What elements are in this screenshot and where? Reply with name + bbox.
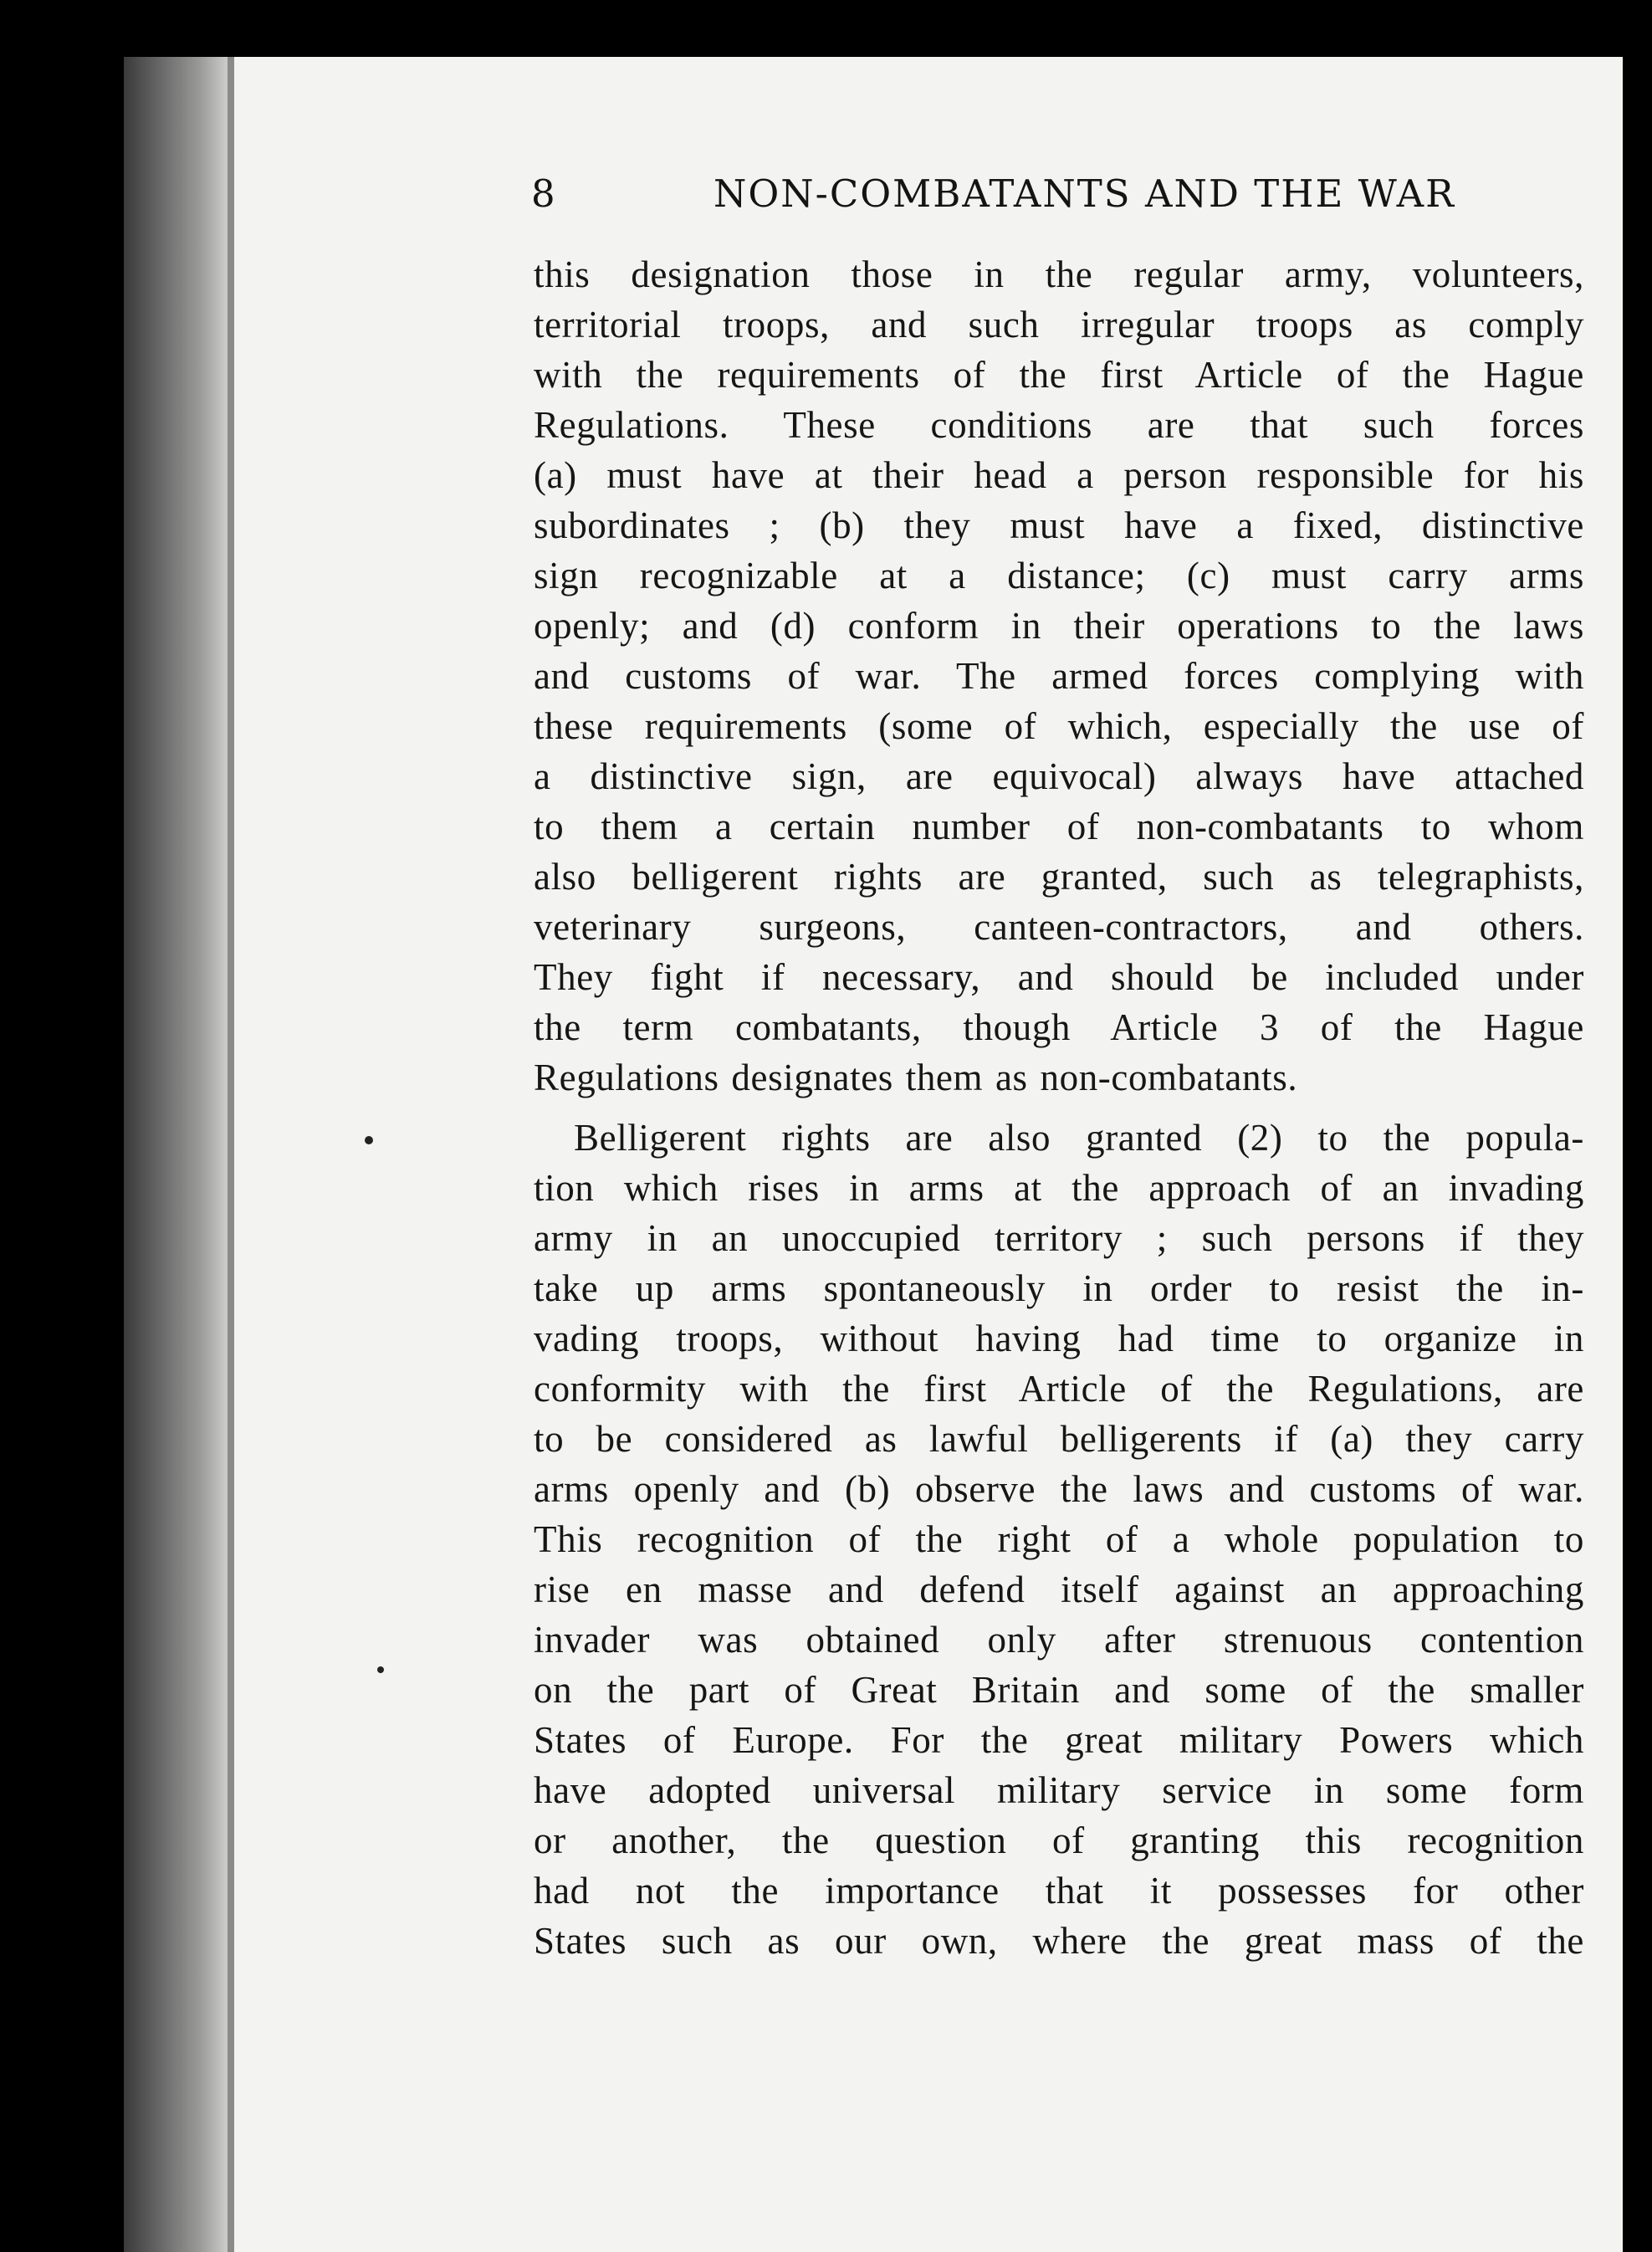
page-number: 8	[531, 171, 557, 216]
text-line: also belligerent rights are granted, such as telegraphists,	[534, 856, 1584, 898]
text-line: to be considered as lawful belligerents if (a) they carry	[534, 1418, 1584, 1460]
text-line: this designation those in the regular army, volunteers,	[534, 253, 1584, 295]
text-line: Regulations designates them as non-combatants.	[534, 1057, 1298, 1098]
text-line: (a) must have at their head a person responsible for his	[534, 454, 1584, 496]
running-head	[531, 171, 1455, 222]
text-line: had not the importance that it possesses for other	[534, 1870, 1584, 1912]
body-text	[534, 249, 1584, 1966]
text-line: States such as our own, where the great mass of the	[534, 1920, 1584, 1962]
text-line: veterinary surgeons, canteen-contractors, and others.	[534, 906, 1584, 948]
text-line: to them a certain number of non-combatants to whom	[534, 806, 1584, 847]
text-line: subordinates ; (b) they must have a fixed, distinctive	[534, 504, 1584, 546]
book-spine-shadow	[124, 57, 233, 2252]
text-line: tion which rises in arms at the approach of an invading	[534, 1167, 1584, 1209]
text-line: sign recognizable at a distance; (c) must carry arms	[534, 555, 1584, 596]
text-line: and customs of war. The armed forces complying with	[534, 655, 1584, 697]
text-line: rise en masse and defend itself against an approaching	[534, 1569, 1584, 1610]
text-line: or another, the question of granting this recognition	[534, 1820, 1584, 1861]
text-line: a distinctive sign, are equivocal) always have attached	[534, 755, 1584, 797]
paragraph-2	[534, 1113, 1584, 1966]
text-line: these requirements (some of which, especially the use of	[534, 705, 1584, 747]
page-inner-edge	[228, 57, 234, 2252]
text-line: territorial troops, and such irregular troops as comply	[534, 304, 1584, 345]
running-title: NON-COMBATANTS AND THE WAR	[713, 171, 1455, 216]
text-line: arms openly and (b) observe the laws and customs of war.	[534, 1468, 1584, 1510]
text-line: They fight if necessary, and should be included under	[534, 956, 1584, 998]
text-line: Belligerent rights are also granted (2) to the popula-	[574, 1117, 1584, 1159]
text-line: on the part of Great Britain and some of the smaller	[534, 1669, 1584, 1711]
text-line: invader was obtained only after strenuous contention	[534, 1619, 1584, 1661]
text-line: the term combatants, though Article 3 of the Hague	[534, 1006, 1584, 1048]
paragraph-gap	[534, 1103, 1584, 1113]
paragraph-1	[534, 249, 1584, 1103]
text-line: army in an unoccupied territory ; such persons if they	[534, 1217, 1584, 1259]
text-line: Regulations. These conditions are that such forces	[534, 404, 1584, 446]
text-line: openly; and (d) conform in their operations to the laws	[534, 605, 1584, 647]
scan-speck	[377, 1666, 384, 1673]
text-line: This recognition of the right of a whole population to	[534, 1518, 1584, 1560]
text-line: States of Europe. For the great military Powers which	[534, 1719, 1584, 1761]
text-line: conformity with the first Article of the Regulations, are	[534, 1368, 1584, 1410]
text-line: take up arms spontaneously in order to resist the in-	[534, 1267, 1584, 1309]
text-line: with the requirements of the first Article of the Hague	[534, 354, 1584, 396]
text-line: vading troops, without having had time to organize in	[534, 1318, 1584, 1359]
scan-speck	[365, 1136, 373, 1144]
text-line: have adopted universal military service in some form	[534, 1769, 1584, 1811]
